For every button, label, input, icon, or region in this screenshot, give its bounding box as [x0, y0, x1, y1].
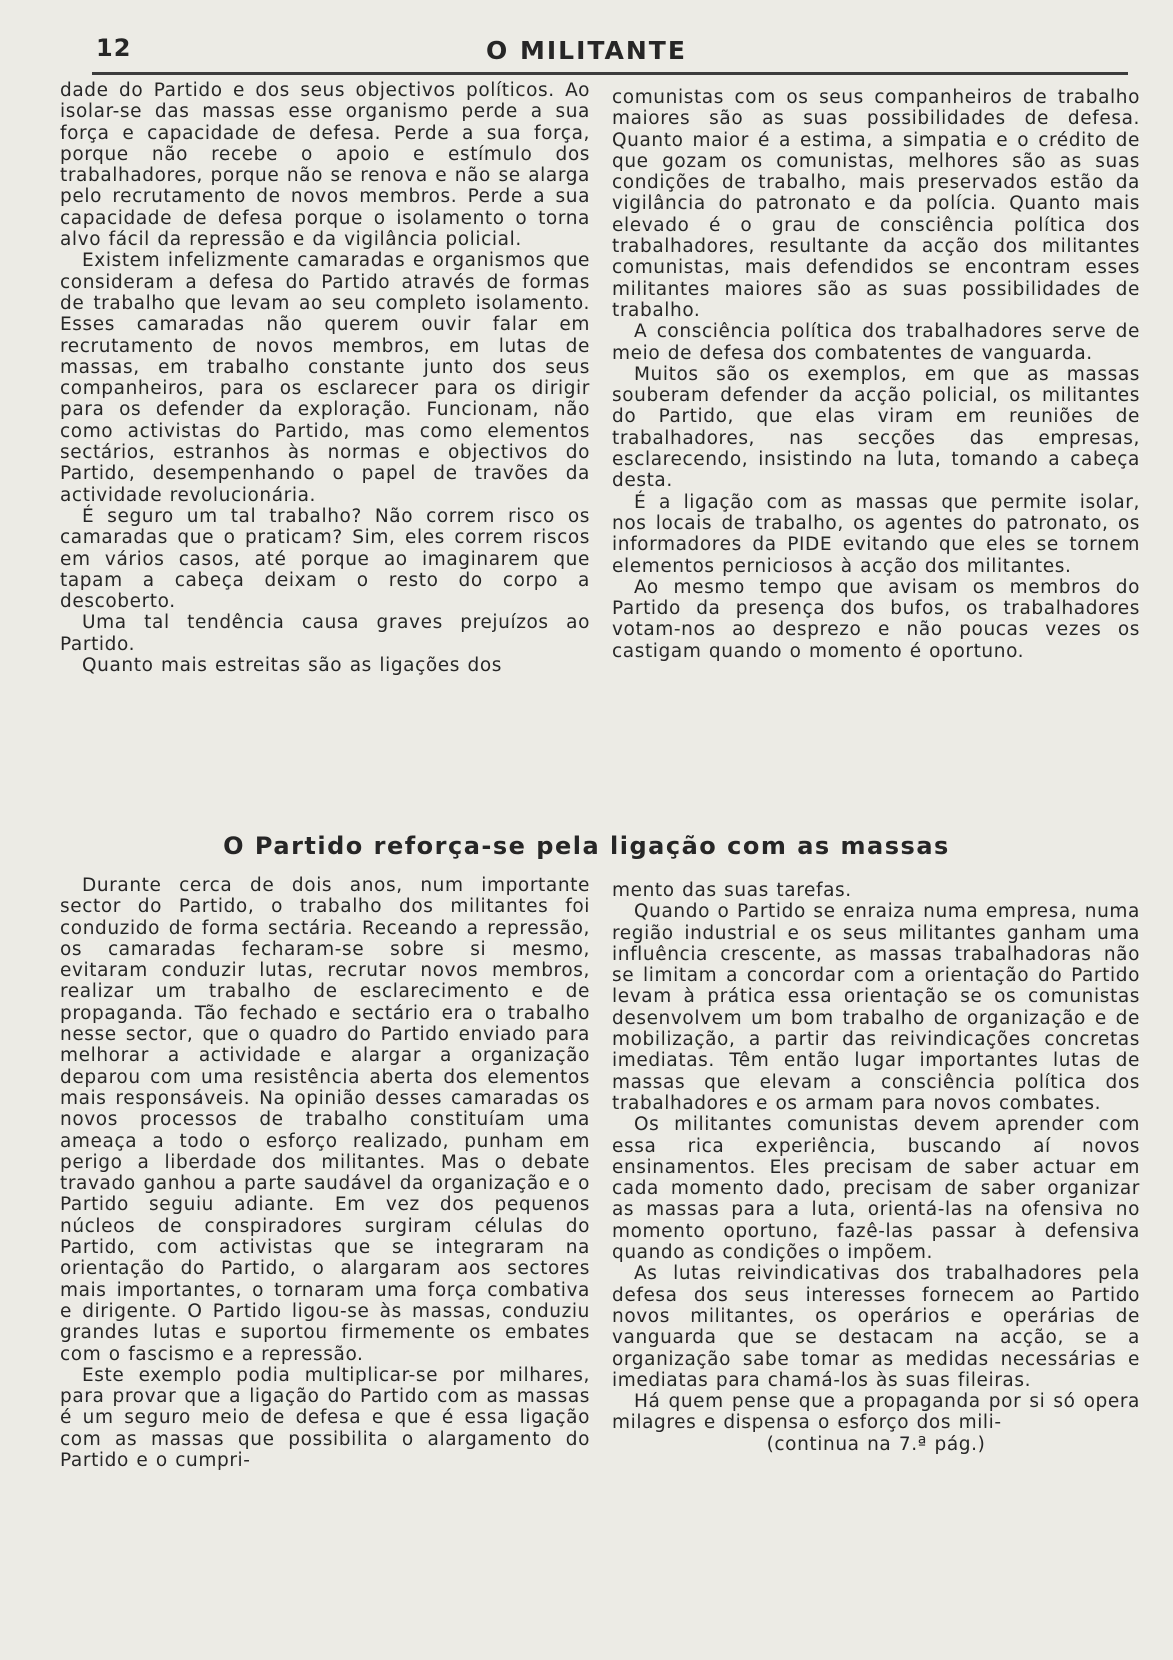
- publication-title: O MILITANTE: [486, 36, 687, 65]
- paragraph: É a ligação com as massas que permite isolar, nos locais de trabalho, os agentes do patronato, os informadores da PIDE evitando que eles se tornem elementos perniciosos à acção dos militantes.: [612, 491, 1140, 577]
- paragraph: dade do Partido e dos seus objectivos políticos. Ao isolar-se das massas esse organismo perde a sua força e capacidade de defesa. Perde a sua força, porque não recebe o apoio e estímulo dos trabalhadores, porque não se renova e não se alarga pelo recrutamento de novos membros. Perde a sua capacidade de defesa porque o isolamento o torna alvo fácil da repressão e da vigilância policial.: [60, 80, 590, 251]
- paragraph: Quanto mais estreitas são as ligações dos: [82, 655, 503, 677]
- paragraph: As lutas reivindicativas dos trabalhadores pela defesa dos seus interesses fornecem ao Partido novos militantes, os operários e operárias de vanguarda que se destacam na acção, se a organização sabe tomar as medidas necessárias e imediatas para chamá-los às suas fileiras.: [612, 1263, 1140, 1391]
- section-heading: O Partido reforça-se pela ligação com as massas: [223, 832, 950, 860]
- page-number: 12: [96, 34, 132, 62]
- paragraph: Os militantes comunistas devem aprender com essa rica experiência, buscando aí novos ensinamentos. Eles precisam de saber actuar em cada momento dado, precisam de saber organizar as massas para a luta, orientá-las na ofensiva no momento oportuno, fazê-las passar à defensiva quando as condições o impõem.: [612, 1114, 1140, 1264]
- continued-notice: (continua na 7.ª pág.): [766, 1433, 986, 1455]
- paragraph: Durante cerca de dois anos, num importante sector do Partido, o trabalho dos militantes foi conduzido de forma sectária. Receando a repressão, os camaradas fecharam-se sobre si mesmo, evitaram conduzir lutas, recrutar novos membros, realizar um trabalho de esclarecimento e de propaganda. Tão fechado e sectário era o trabalho nesse sector, que o quadro do Partido enviado para melhorar a actividade e alargar a organização deparou com uma resistência aberta dos elementos mais responsáveis. Na opinião desses camaradas os novos processos de trabalho constituíam uma ameaça a todo o esforço realizado, punham em perigo a liberdade dos militantes. Mas o debate travado ganhou a parte saudável da organização e o Partido seguiu adiante. Em vez dos pequenos núcleos de conspiradores surgiram células do Partido, com activistas que se integraram na orientação do Partido, o alargaram aos sectores mais importantes, o tornaram uma força combativa e dirigente. O Partido ligou-se às massas, conduziu grandes lutas e suportou firmemente os embates com o fascismo e a repressão.: [60, 875, 590, 1365]
- paragraph: Muitos são os exemplos, em que as massas souberam defender da acção policial, os militantes do Partido, que elas viram em reuniões de trabalhadores, nas secções das empresas, esclarecendo, insistindo na luta, tomando a cabeça desta.: [612, 363, 1140, 492]
- header-rule: [92, 72, 1128, 75]
- paragraph: Quando o Partido se enraiza numa empresa, numa região industrial e os seus militantes ganham uma influência crescente, as massas trabalhadoras não se limitam a concordar com a orientação do Partido levam à prática essa orientação se os comunistas desenvolvem um bom trabalho de organização e de mobilização, a partir das reivindicações concretas imediatas. Têm então lugar importantes lutas de massas que elevam a consciência política dos trabalhadores e os armam para novos combates.: [612, 901, 1140, 1114]
- column-top-right: [612, 87, 1140, 662]
- paragraph: Existem infelizmente camaradas e organismos que consideram a defesa do Partido através de formas de trabalho que levam ao seu completo isolamento. Esses camaradas não querem ouvir falar em recrutamento de novos membros, em lutas de massas, em trabalho constante junto dos seus companheiros, para os esclarecer para os dirigir para os defender da exploração. Funcionam, não como activistas do Partido, mas como elementos sectários, estranhos às normas e objectivos do Partido, desempenhando o papel de travões da actividade revolucionária.: [60, 250, 590, 506]
- column-bottom-right: [612, 880, 1140, 1455]
- paragraph: Este exemplo podia multiplicar-se por milhares, para provar que a ligação do Partido com as massas é um seguro meio de defesa e que é essa ligação com as massas que possibilita o alargamento do Partido e o cumpri-: [60, 1364, 590, 1472]
- column-top-left: [60, 80, 590, 676]
- paragraph: É seguro um tal trabalho? Não correm risco os camaradas que o praticam? Sim, eles correm riscos em vários casos, até porque ao imaginarem que tapam a cabeça deixam o resto do corpo a descoberto.: [60, 505, 590, 613]
- paragraph: Ao mesmo tempo que avisam os membros do Partido da presença dos bufos, os trabalhadores votam-nos ao desprezo e não poucas vezes os castigam quando o momento é oportuno.: [612, 576, 1140, 662]
- paragraph: A consciência política dos trabalhadores serve de meio de defesa dos combatentes de vanguarda.: [612, 321, 1140, 364]
- paragraph: Há quem pense que a propaganda por si só opera milagres e dispensa o esforço dos mili-: [612, 1391, 1140, 1434]
- paragraph: mento das suas tarefas.: [612, 880, 852, 901]
- paragraph: Uma tal tendência causa graves prejuízos ao Partido.: [60, 612, 590, 655]
- paragraph: comunistas com os seus companheiros de trabalho maiores são as suas possibilidades de defesa. Quanto maior é a estima, a simpatia e o crédito de que gozam os comunistas, melhores são as suas condições de trabalho, mais preservados estão da vigilância do patronato e da polícia. Quanto mais elevado é o grau de consciência política dos trabalhadores, resultante da acção dos militantes comunistas, mais defendidos se encontram esses militantes maiores são as suas possibilidades de trabalho.: [612, 87, 1140, 321]
- column-bottom-left: [60, 875, 590, 1471]
